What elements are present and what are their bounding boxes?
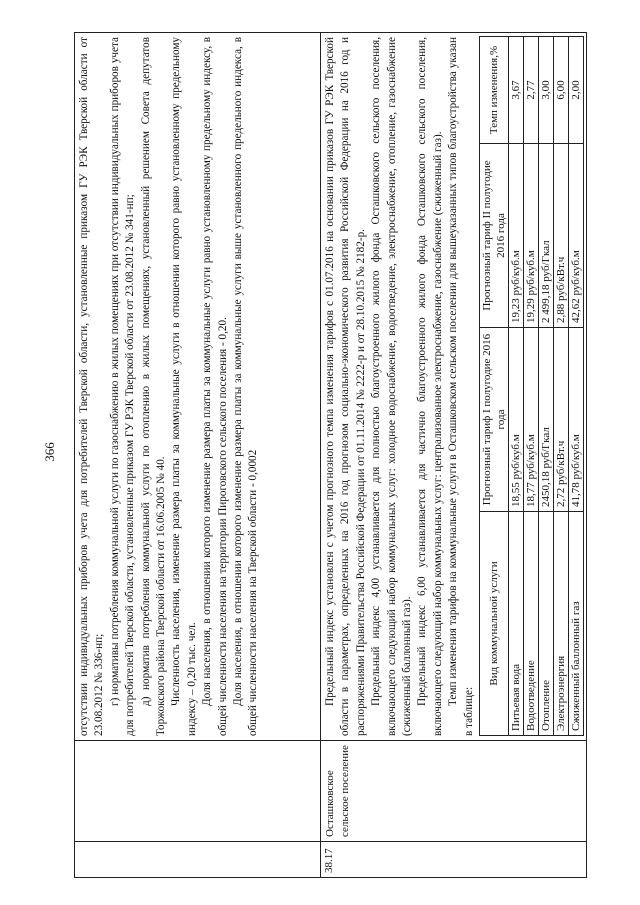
main-table — [74, 32, 587, 878]
row1-paragraph: отсутствии индивидуальных приборов учета для потребителей Тверской области, установленные приказом ГУ РЭК Тверской области от 23.08.2012 № 336-нп; — [78, 37, 106, 736]
row1-paragraph: г) нормативы потребления коммунальной услуги по газоснабжению в жилых помещениях при отсутствии индивидуальных приборов учета для потребителей Тверской области, установленные приказом ГУ РЭК Тверской области от 23.08.2012 № 341-нп; — [108, 37, 137, 736]
rate-change: 3,00 — [539, 37, 554, 144]
row2-paragraph: Темп изменения тарифов на коммунальные услуги в Осташковском сельском поселении для вышеуказанных типов благоустройства указан в таблице: — [447, 37, 475, 736]
row1-paragraph: Доля населения, в отношении которого изменение размера платы за коммунальные услуги равно установленному предельному индексу, в общей численности населения на территории Пироговского сельского поселения - 0,20. — [201, 37, 229, 736]
rotated-page — [40, 12, 600, 892]
table-row-continuation — [75, 33, 321, 878]
service-name: Отопление — [539, 512, 554, 736]
table-row — [554, 37, 569, 736]
tariff-h1: 2,72 руб/кВт.ч — [554, 328, 569, 512]
row-number: 38.17 — [321, 842, 587, 878]
tariff-h2: 19,23 руб/куб.м — [509, 144, 524, 328]
header-rate: Темп изменения,% — [480, 37, 509, 144]
row2-paragraph: Предельный индекс 6,00 устанавливается для частично благоустроенного жилого фонда Осташковского сельского поселения, включающего следующий набор коммунальных услуг: централизованное электроснабжение, газоснабжение (сжиженный газ). — [416, 37, 444, 736]
row2-paragraph: Предельный индекс 4,00 устанавливается для полностью благоустроенного жилого фонда Осташковского сельского поселения, включающего следующий набор коммунальных услуг: холодное водоснабжение, водоотведение, электроснабжение, отопление, газоснабжение (сжиженный баллонный газ). — [370, 37, 414, 736]
rate-change: 3,67 — [509, 37, 524, 144]
table-row — [539, 37, 554, 736]
tariff-table — [479, 36, 584, 736]
row2-paragraph: Предельный индекс установлен с учетом прогнозного темпа изменения тарифов с 01.07.2016 на основании приказов ГУ РЭК Тверской области в параметрах, определенных на 2016 год прогнозом социально-экономического развития Российской Федерации на 2016 год и распоряжениями Правительства Российской Федерации от 01.11.2014 № 2222-р и от 28.10.2015 № 2182-р. — [324, 37, 367, 736]
row1-text-cell — [75, 33, 321, 741]
header-tariff-h1: Прогнозный тариф I полугодие 2016 года — [480, 328, 509, 512]
page-number: 366 — [42, 442, 57, 462]
rate-change: 6,00 — [554, 37, 569, 144]
table-row — [524, 37, 539, 736]
row1-paragraph: Доля населения, в отношении которого изменение размера платы за коммунальные услуги выше установленного предельного индекса, в общей численности населения на Тверской области - 0,0002 — [232, 37, 260, 736]
settlement-name: Осташковское сельское поселение — [321, 741, 587, 842]
tariff-h2: 2 499,18 руб/Гкал — [539, 144, 554, 328]
rate-change: 2,77 — [524, 37, 539, 144]
service-name: Водоотведение — [524, 512, 539, 736]
table-row — [509, 37, 524, 736]
header-service: Вид коммунальной услуги — [480, 512, 509, 736]
tariff-h2: 2,88 руб/кВт.ч — [554, 144, 569, 328]
rate-change: 2,00 — [569, 37, 584, 144]
row1-paragraph: д) норматив потребления коммунальной услуги по отоплению в жилых помещениях, установленный решением Совета депутатов Торжокского района Тверской области от 16.06.2005 № 40. — [139, 37, 168, 736]
service-name: Электроэнергия — [554, 512, 569, 736]
tariff-h2: 42,62 руб/куб.м — [569, 144, 584, 328]
table-row — [569, 37, 584, 736]
tariff-h2: 19,29 руб/куб.м — [524, 144, 539, 328]
row-number-cell-empty — [75, 842, 321, 878]
header-tariff-h2: Прогнозный тариф II полугодие 2016 года — [480, 144, 509, 328]
row2-text-cell — [321, 33, 587, 741]
tariff-h1: 41,78 руб/куб.м — [569, 328, 584, 512]
table-row-38-17 — [321, 33, 587, 878]
tariff-h1: 2450,18 руб/Гкал — [539, 328, 554, 512]
tariff-h1: 18,77 руб/куб.м — [524, 328, 539, 512]
row1-paragraph: Численность населения, изменение размера платы за коммунальные услуги в отношении которого равно установленному предельному индексу – 0,20 тыс. чел. — [170, 37, 198, 736]
settlement-cell-empty — [75, 741, 321, 842]
service-name: Питьевая вода — [509, 512, 524, 736]
tariff-h1: 18,55 руб/куб.м — [509, 328, 524, 512]
service-name: Сжиженный баллонный газ — [569, 512, 584, 736]
tariff-table-header — [480, 37, 509, 736]
